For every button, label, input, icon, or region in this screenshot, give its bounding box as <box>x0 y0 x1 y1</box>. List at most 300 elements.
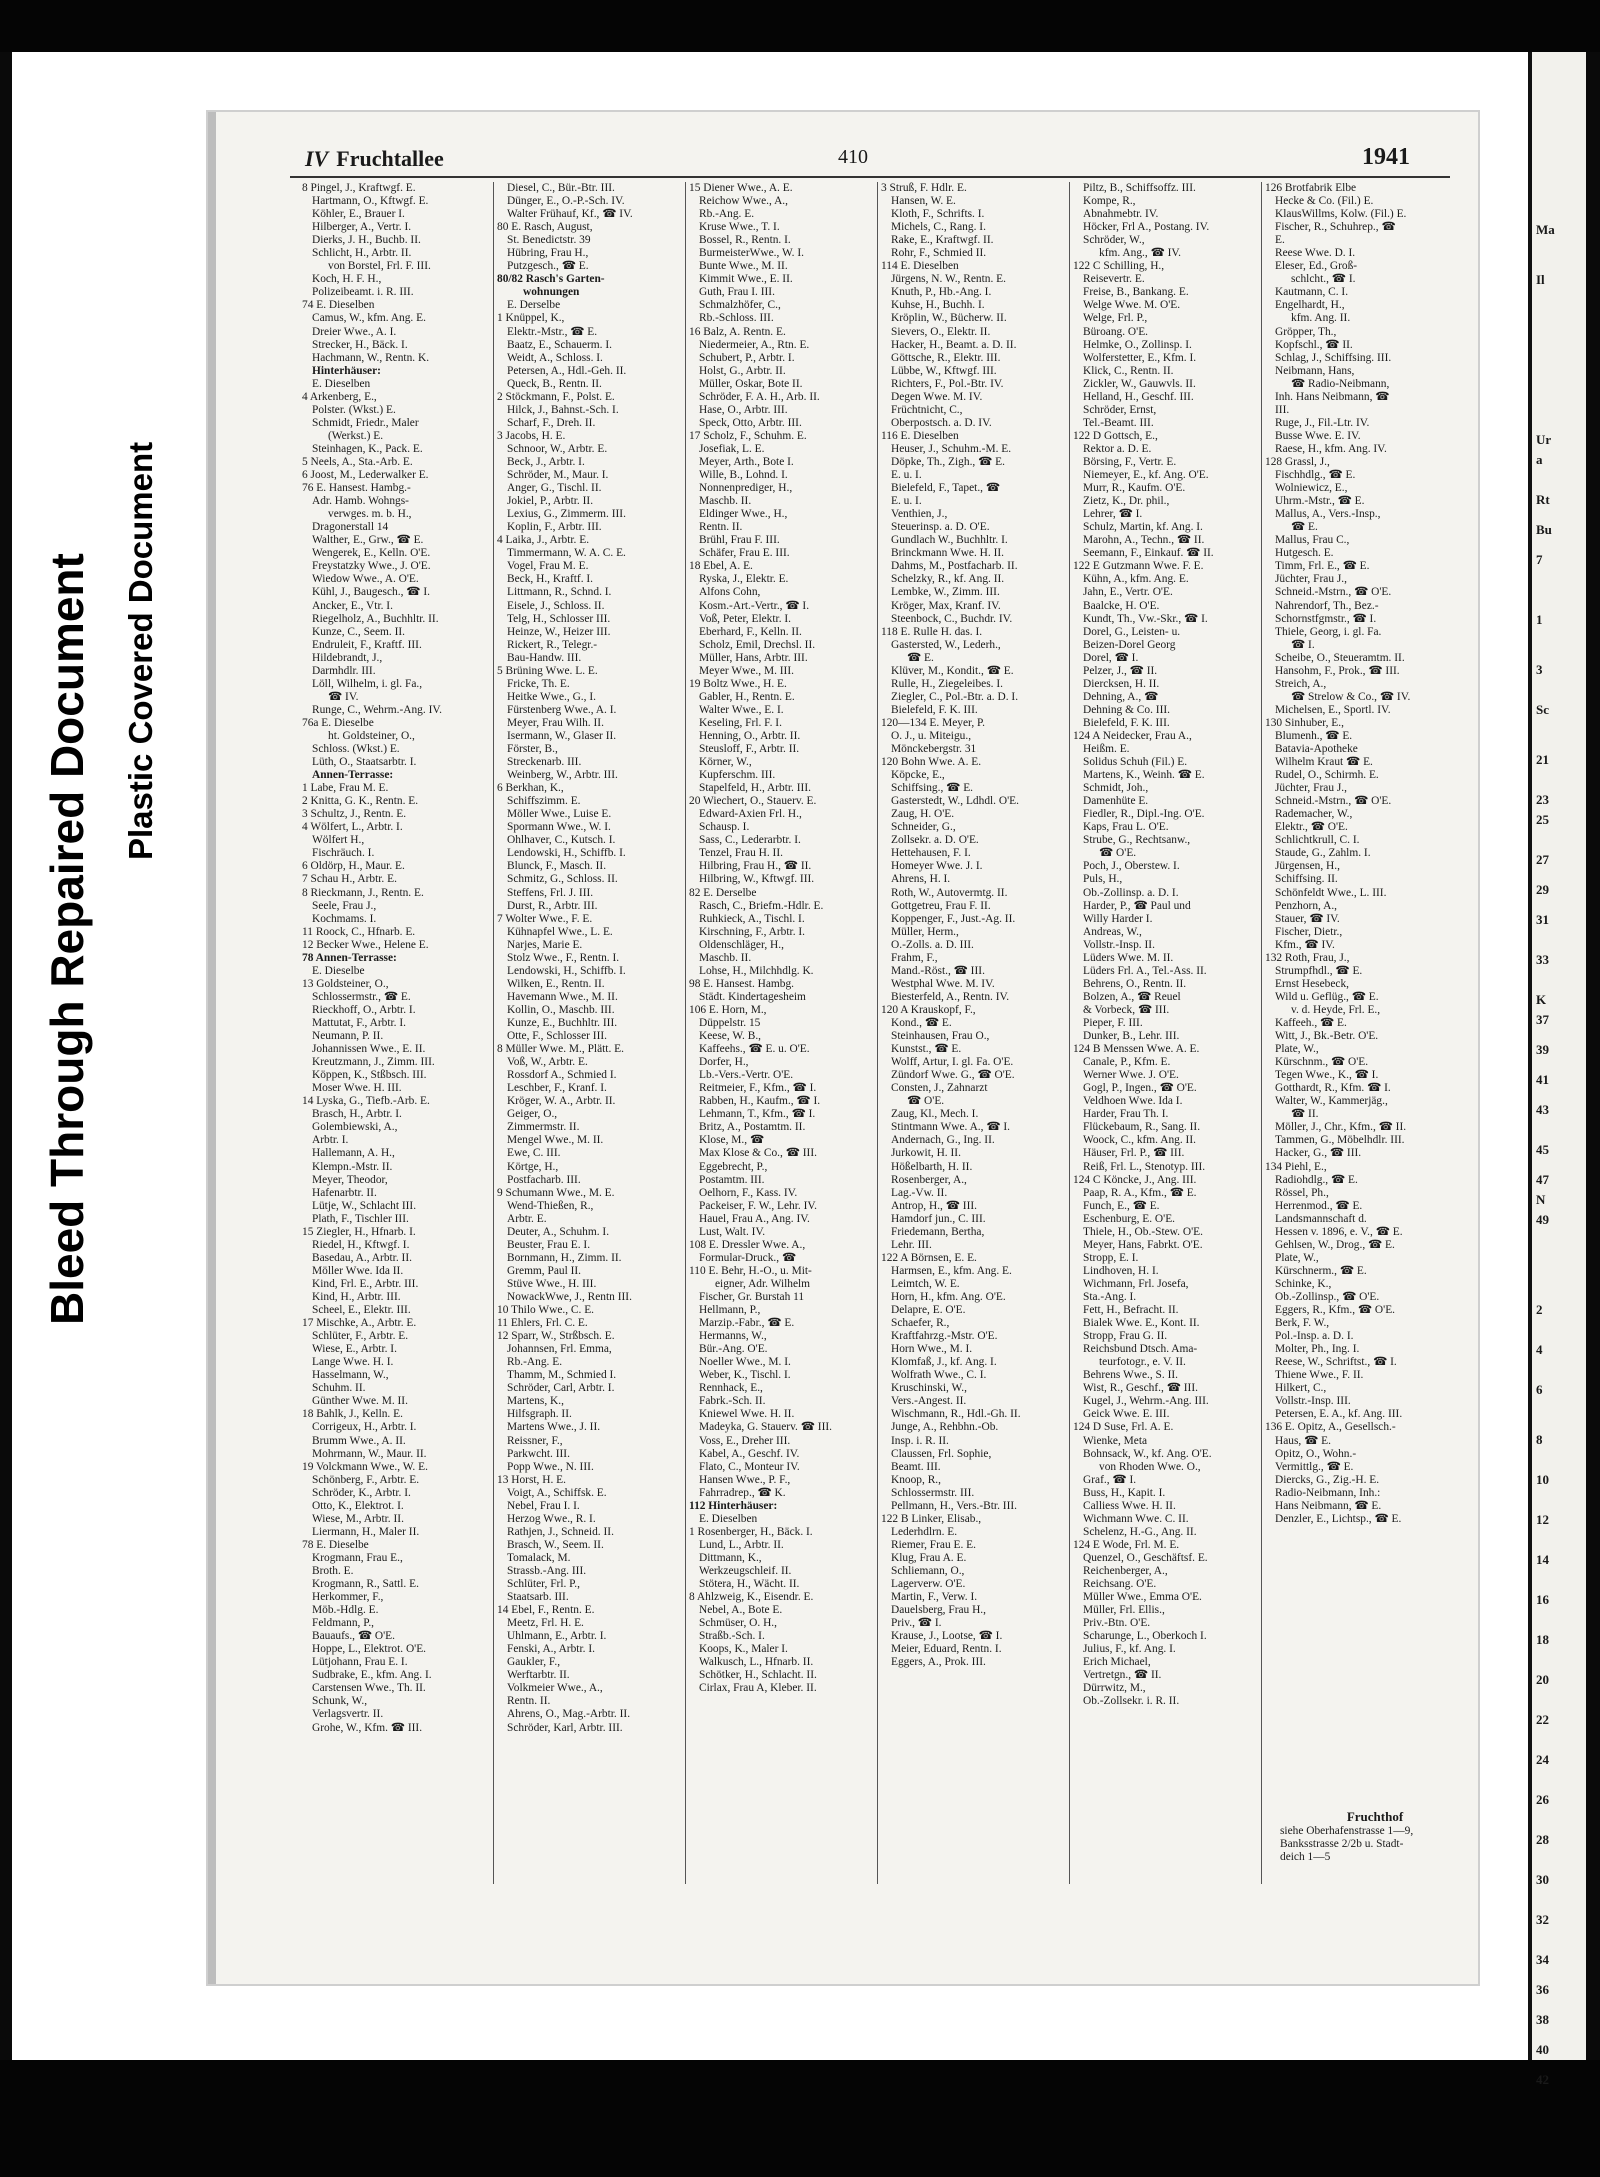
entry-line: Koppenger, F., Just.-Ag. II. <box>891 912 1016 925</box>
entry-line: Scharunge, L., Oberkoch I. <box>1083 1630 1207 1643</box>
entry-line: Annen-Terrasse: <box>312 769 394 782</box>
adjacent-page-fragment: 32 <box>1536 1912 1549 1927</box>
entry-line: Wend-Thießen, R., <box>507 1199 594 1212</box>
entry-line: Plath, F., Tischler III. <box>312 1212 409 1225</box>
entry-line: Bohnsack, W., kf. Ang. O'E. <box>1083 1447 1212 1460</box>
entry-line: Telg, H., Schlosser III. <box>507 612 611 625</box>
column-divider <box>493 182 494 1884</box>
entry-line: Schmüser, O. H., <box>699 1617 778 1630</box>
entry-line: Polster. (Wkst.) E. <box>312 403 396 416</box>
entry-line: Puls, H., <box>1083 873 1123 886</box>
entry-line: Jürgens, N. W., Rentn. E. <box>891 273 1006 286</box>
entry-line: Brumm Wwe., A. II. <box>312 1434 406 1447</box>
entry-line: Eberhard, F., Kelln. II. <box>699 625 802 638</box>
entry-line: Uhrm.-Mstr., ☎ E. <box>1275 495 1365 508</box>
adjacent-page-fragment: Ur <box>1536 432 1552 447</box>
entry-line: Klose, M., ☎ <box>699 1134 765 1147</box>
entry-line: Westphal Wwe. M. IV. <box>891 977 995 990</box>
entry-line: Welge, Frl. P., <box>1083 312 1148 325</box>
adjacent-page-fragment: 2 <box>1536 1302 1543 1317</box>
entry-line: Hauel, Frau A., Ang. IV. <box>699 1212 810 1225</box>
entry-line: Friedemann, Bertha, <box>891 1225 985 1238</box>
entry-line: E. Derselbe <box>507 299 561 312</box>
adjacent-page-fragment: 34 <box>1536 1952 1549 1967</box>
entry-line: Fischer, R., Schuhrep., ☎ <box>1275 221 1396 234</box>
page-edge-shadow <box>208 112 216 1984</box>
entry-line: Tomalack, M. <box>507 1551 571 1564</box>
entry-line: Postamtm. III. <box>699 1173 765 1186</box>
entry-line: Lüders Wwe. M. II. <box>1083 951 1174 964</box>
entry-line: Werkzeugschleif. II. <box>699 1564 792 1577</box>
entry-line: Kniewel Wwe. H. II. <box>699 1408 795 1421</box>
entry-line: Meyer, Theodor, <box>312 1173 388 1186</box>
entry-line: 76 E. Hansest. Hambg.- <box>302 482 411 495</box>
entry-line: Zietz, K., Dr. phil., <box>1083 495 1170 508</box>
entry-line: Schmidt, Friedr., Maler <box>312 416 419 429</box>
entry-line: Durst, R., Arbtr. III. <box>507 899 598 912</box>
entry-line: Lehrer, ☎ I. <box>1083 508 1143 521</box>
adjacent-page-fragment: Sc <box>1536 702 1549 717</box>
entry-line: Rickert, R., Telegr.- <box>507 638 598 651</box>
entry-line: Hase, O., Arbtr. III. <box>699 403 788 416</box>
entry-line: Guth, Frau I. III. <box>699 286 775 299</box>
entry-line: Geiger, O., <box>507 1108 558 1121</box>
adjacent-page-fragment: K <box>1536 992 1547 1007</box>
entry-line: Gremm, Paul II. <box>507 1264 582 1277</box>
entry-line: E. u. I. <box>891 495 922 508</box>
entry-line: Walter, W., Kammerjäg., <box>1275 1095 1388 1108</box>
column-divider <box>685 182 686 1884</box>
entry-line: Niemeyer, E., kf. Ang. O'E. <box>1083 469 1209 482</box>
entry-line: Steenbock, C., Buchdr. IV. <box>891 612 1013 625</box>
entry-line: Hasselmann, W., <box>312 1369 389 1382</box>
entry-line: Jahn, E., Vertr. O'E. <box>1083 586 1173 599</box>
entry-line: Rasch, C., Briefm.-Hdlr. E. <box>699 899 824 912</box>
entry-line: Bauaufs., ☎ O'E. <box>312 1630 395 1643</box>
entry-line: Eggers, A., Prok. III. <box>891 1656 986 1669</box>
entry-line: Kröplin, W., Bücherw. II. <box>891 312 1007 325</box>
entry-line: Bielefeld, F. K. III. <box>891 703 978 716</box>
entry-line: 78 Annen-Terrasse: <box>302 951 397 964</box>
entry-line: Marohn, A., Techn., ☎ II. <box>1083 534 1205 547</box>
entry-line: Vers.-Angest. II. <box>891 1395 967 1408</box>
scan-bottom-border <box>0 2060 1600 2177</box>
entry-line: Köpcke, E., <box>891 769 945 782</box>
entry-line: Stapelfeld, H., Arbtr. III. <box>699 782 811 795</box>
entry-line: Vollstr.-Insp. II. <box>1083 938 1155 951</box>
entry-line: 10 Thilo Wwe., C. E. <box>497 1304 595 1317</box>
entry-line: Voigt, A., Schiffsk. E. <box>507 1486 607 1499</box>
entry-line: 18 Ebel, A. E. <box>689 560 753 573</box>
entry-line: Dunker, B., Lehr. III. <box>1083 1030 1180 1043</box>
entry-line: 14 Ebel, F., Rentn. E. <box>497 1604 595 1617</box>
entry-line: Eggers, R., Kfm., ☎ O'E. <box>1275 1304 1396 1317</box>
entry-line: Lederhdlrn. E. <box>891 1525 958 1538</box>
entry-line: Pelzer, J., ☎ II. <box>1083 664 1158 677</box>
entry-line: Kind, H., Arbtr. III. <box>312 1290 401 1303</box>
entry-line: Müller, Frl. Ellis., <box>1083 1604 1165 1617</box>
entry-line: Hilkert, C., <box>1275 1382 1327 1395</box>
entry-line: von Rhoden Wwe. O., <box>1099 1460 1201 1473</box>
entry-line: Brasch, H., Arbtr. I. <box>312 1108 402 1121</box>
entry-line: Meyer, Frau Wilh. II. <box>507 716 604 729</box>
entry-line: Havemann Wwe., M. II. <box>507 990 618 1003</box>
entry-line: 15 Ziegler, H., Hfnarb. I. <box>302 1225 416 1238</box>
entry-line: Kürschnerm., ☎ E. <box>1275 1264 1367 1277</box>
entry-line: Corrigeux, H., Arbtr. I. <box>312 1421 417 1434</box>
entry-line: Hansen, W. E. <box>891 195 956 208</box>
entry-line: Consten, J., Zahnarzt <box>891 1082 988 1095</box>
entry-line: Riegelholz, A., Buchhltr. II. <box>312 612 439 625</box>
entry-line: 122 E Gutzmann Wwe. F. E. <box>1073 560 1204 573</box>
entry-line: Wölfert H., <box>312 834 365 847</box>
entry-line: Mohrmann, W., Maur. II. <box>312 1447 427 1460</box>
entry-line: Vogel, Frau M. E. <box>507 560 589 573</box>
entry-line: Venthien, J., <box>891 508 948 521</box>
entry-line: Strube, G., Rechtsanw., <box>1083 834 1191 847</box>
entry-line: Tel.-Beamt. III. <box>1083 416 1154 429</box>
entry-line: Gastersted, W., Lederh., <box>891 638 1001 651</box>
entry-line: Lund, L., Arbtr. II. <box>699 1538 784 1551</box>
entry-line: Walter Frühauf, Kf., ☎ IV. <box>507 208 633 221</box>
entry-line: 20 Wiechert, O., Stauerv. E. <box>689 795 817 808</box>
entry-line: Kabel, A., Geschf. IV. <box>699 1447 800 1460</box>
entry-line: Elektr.-Mstr., ☎ E. <box>507 325 598 338</box>
entry-line: Josefiak, L. E. <box>699 442 765 455</box>
entry-line: Speck, Otto, Arbtr. III. <box>699 416 802 429</box>
entry-line: Rektor a. D. E. <box>1083 442 1152 455</box>
entry-line: Klug, Frau A. E. <box>891 1551 967 1564</box>
entry-line: Lohse, H., Milchhdlg. K. <box>699 964 814 977</box>
entry-line: Max Klose & Co., ☎ III. <box>699 1147 817 1160</box>
entry-line: Isermann, W., Glaser II. <box>507 729 617 742</box>
entry-line: Pieper, F. III. <box>1083 1017 1143 1029</box>
entry-line: Kupferschm. III. <box>699 769 776 782</box>
fruchthof-line: Banksstrasse 2/2b u. Stadt- <box>1280 1838 1404 1850</box>
entry-line: Welge Wwe. M. O'E. <box>1083 299 1181 312</box>
entry-line: Schlüter, F., Arbtr. E. <box>312 1330 409 1343</box>
entry-line: Britz, A., Postamtm. II. <box>699 1121 806 1134</box>
adjacent-page-fragment: 23 <box>1536 792 1549 807</box>
entry-line: Basedau, A., Arbtr. II. <box>312 1251 412 1264</box>
entry-line: Postfacharb. III. <box>507 1173 581 1186</box>
entry-line: ht. Goldsteiner, O., <box>328 729 415 742</box>
entry-line: ☎ IV. <box>328 690 359 703</box>
entry-line: Kühn, A., kfm. Ang. E. <box>1083 573 1189 586</box>
entry-line: 11 Roock, C., Hfnarb. E. <box>302 925 416 938</box>
entry-line: Eggebrecht, P., <box>699 1160 768 1173</box>
entry-line: Göttsche, R., Elektr. III. <box>891 351 1001 364</box>
entry-line: Rb.-Ang. E. <box>699 208 755 221</box>
entry-line: Vermittlg., ☎ E. <box>1275 1460 1354 1473</box>
entry-line: Packeiser, F. W., Lehr. IV. <box>699 1199 818 1212</box>
entry-line: Delapre, E. O'E. <box>891 1304 966 1317</box>
entry-line: Fürstenberg Wwe., A. I. <box>507 703 617 716</box>
entry-line: Schlüter, Frl. P., <box>507 1578 580 1591</box>
entry-line: 124 A Neidecker, Frau A., <box>1073 729 1192 742</box>
entry-line: Grohe, W., Kfm. ☎ III. <box>312 1721 423 1734</box>
adjacent-page-fragment: 41 <box>1536 1072 1549 1087</box>
entry-line: 6 Oldörp, H., Maur. E. <box>302 860 405 873</box>
entry-line: Schröder, W., <box>1083 234 1145 247</box>
entry-line: Polizeibeamt. i. R. III. <box>312 286 414 299</box>
entry-line: Herzog Wwe., R. I. <box>507 1512 596 1525</box>
entry-line: Edward-Axien Frl. H., <box>699 808 802 821</box>
entry-line: Steusloff, F., Arbtr. II. <box>699 743 800 756</box>
entry-line: Wolff, Artur, I. gl. Fa. O'E. <box>891 1056 1014 1069</box>
entry-line: Rentn. II. <box>507 1695 551 1708</box>
entry-line: Reese, W., Schriftst., ☎ I. <box>1275 1356 1397 1369</box>
entry-line: Kind, Frl. E., Arbtr. III. <box>312 1277 419 1290</box>
entry-line: Bunte Wwe., M. II. <box>699 260 788 273</box>
entry-line: Zündorf Wwe. G., ☎ O'E. <box>891 1069 1015 1082</box>
fruchthof-line: siehe Oberhafenstrasse 1—9, <box>1280 1825 1414 1837</box>
entry-line: Hans Neibmann, ☎ E. <box>1275 1499 1382 1512</box>
entry-line: 78 E. Dieselbe <box>302 1538 369 1551</box>
entry-line: Stötera, H., Wächt. II. <box>699 1578 800 1591</box>
entry-line: Schliemann, O., <box>891 1564 965 1577</box>
entry-line: Dehning, A., ☎ <box>1083 690 1159 703</box>
adjacent-page-fragment: 28 <box>1536 1832 1549 1847</box>
entry-line: Michels, C., Rang. I. <box>891 221 986 234</box>
entry-line: Antrop, H., ☎ III. <box>891 1199 977 1212</box>
fruchthof-note <box>1280 1810 1470 1864</box>
entry-line: Roth, W., Autovermtg. II. <box>891 886 1008 899</box>
entry-line: Tammen, G., Möbelhdlr. III. <box>1275 1134 1405 1147</box>
entry-line: Carstensen Wwe., Th. II. <box>312 1682 426 1695</box>
entry-line: 1 Labe, Frau M. E. <box>302 782 389 795</box>
entry-line: O.-Zolls. a. D. III. <box>891 938 974 951</box>
entry-line: Schiffszimm. E. <box>507 795 581 808</box>
entry-line: Lüders Frl. A., Tel.-Ass. II. <box>1083 964 1207 977</box>
entry-line: 106 E. Horn, M., <box>689 1003 767 1016</box>
entry-line: 4 Laika, J., Arbtr. E. <box>497 534 590 547</box>
entry-line: Plate, W., <box>1275 1043 1319 1056</box>
entry-line: Thiene Wwe., F. II. <box>1275 1369 1364 1382</box>
entry-line: Wengerek, E., Kelln. O'E. <box>312 547 431 560</box>
entry-line: Darmhdlr. III. <box>312 664 376 677</box>
entry-line: Priv.-Btn. O'E. <box>1083 1617 1151 1630</box>
entry-line: Löll, Wilhelm, i. gl. Fa., <box>312 677 423 690</box>
entry-line: Kröger, W. A., Arbtr. II. <box>507 1095 616 1108</box>
entry-line: Baatz, E., Schauerm. I. <box>507 338 613 351</box>
entry-line: Stolz Wwe., F., Rentn. I. <box>507 951 620 964</box>
entry-line: Werftarbtr. II. <box>507 1669 570 1682</box>
entry-line: Quenzel, O., Geschäftsf. E. <box>1083 1551 1208 1564</box>
entry-line: 18 Bahlk, J., Kelln. E. <box>302 1408 403 1421</box>
directory-column-2 <box>497 182 683 1882</box>
adjacent-page-fragment: 49 <box>1536 1212 1549 1227</box>
entry-line: Jürgensen, H., <box>1275 860 1340 873</box>
entry-line: Andreas, W., <box>1083 925 1142 938</box>
entry-line: Fett, H., Befracht. II. <box>1083 1304 1179 1317</box>
entry-line: Busse Wwe. E. IV. <box>1275 429 1361 442</box>
entry-line: Heißm. E. <box>1083 743 1130 756</box>
entry-line: Voss, E., Dreher III. <box>699 1434 791 1447</box>
entry-line: Wild u. Geflüg., ☎ E. <box>1275 990 1379 1003</box>
entry-line: Knoop, R., <box>891 1473 941 1486</box>
entry-line: Bielefeld, F. K. III. <box>1083 716 1170 729</box>
column-divider <box>877 182 878 1884</box>
entry-line: Otto, K., Elektrot. I. <box>312 1499 404 1512</box>
entry-line: Hübring, Frau H., <box>507 247 589 260</box>
entry-line: Funch, E., ☎ E. <box>1083 1199 1160 1212</box>
entry-line: Beck, J., Arbtr. I. <box>507 455 585 468</box>
entry-line: Deuter, A., Schuhm. I. <box>507 1225 610 1238</box>
entry-line: Keseling, Frl. F. I. <box>699 716 782 729</box>
entry-line: Gröpper, Th., <box>1275 325 1337 338</box>
entry-line: Behrens, O., Rentn. II. <box>1083 977 1187 990</box>
entry-line: Hilfsgraph. II. <box>507 1408 572 1421</box>
adjacent-page-fragment: a <box>1536 452 1543 467</box>
entry-line: Steffens, Frl. J. III. <box>507 886 594 899</box>
entry-line: 3 Schultz, J., Rentn. E. <box>302 808 407 821</box>
entry-line: Gabler, H., Rentn. E. <box>699 690 795 703</box>
entry-line: Bolzen, A., ☎ Reuel <box>1083 990 1181 1003</box>
entry-line: Heinze, W., Heizer III. <box>507 625 611 638</box>
entry-line: Lange Wwe. H. I. <box>312 1356 394 1369</box>
entry-line: Lübbe, W., Kftwgf. III. <box>891 364 997 377</box>
entry-line: Kaffeeh., ☎ E. <box>1275 1017 1347 1029</box>
entry-line: Wolfrath Wwe., C. I. <box>891 1369 987 1382</box>
entry-line: Piltz, B., Schiffsoffz. III. <box>1083 182 1196 194</box>
entry-line: Abnahmebtr. IV. <box>1083 208 1159 221</box>
entry-line: 8 Pingel, J., Kraftwgf. E. <box>302 182 416 194</box>
entry-line: 9 Schumann Wwe., M. E. <box>497 1186 615 1199</box>
entry-line: Michelsen, E., Sportl. IV. <box>1275 703 1391 716</box>
entry-line: Schornstfgmstr., ☎ I. <box>1275 612 1377 625</box>
entry-line: Rb.-Ang. E. <box>507 1356 563 1369</box>
entry-line: Wienke, Meta <box>1083 1434 1148 1447</box>
entry-line: Hellmann, P., <box>699 1304 761 1317</box>
entry-line: Kunze, C., Seem. II. <box>312 625 405 638</box>
entry-line: 80/82 Rasch's Garten- <box>497 273 605 286</box>
entry-line: Paap, R. A., Kfm., ☎ E. <box>1083 1186 1197 1199</box>
entry-line: 76a E. Dieselbe <box>302 716 374 729</box>
entry-line: Lüth, O., Staatsarbtr. I. <box>312 756 417 769</box>
entry-line: Herkommer, F., <box>312 1591 384 1604</box>
entry-line: Hartmann, O., Kftwgf. E. <box>312 195 429 208</box>
adjacent-page-fragment: 45 <box>1536 1142 1549 1157</box>
entry-line: Büroang. O'E. <box>1083 325 1149 338</box>
entry-line: Andernach, G., Ing. II. <box>891 1134 995 1147</box>
entry-line: Hermanns, W., <box>699 1330 767 1343</box>
entry-line: Hessen v. 1896, e. V., ☎ E. <box>1275 1225 1403 1238</box>
entry-line: Insp. i. R. II. <box>891 1434 949 1447</box>
entry-line: 7 Wolter Wwe., F. E. <box>497 912 593 925</box>
adjacent-page-fragment: 37 <box>1536 1012 1549 1027</box>
adjacent-page-fragment: 26 <box>1536 1792 1549 1807</box>
entry-line: Ahrens, O., Mag.-Arbtr. II. <box>507 1708 631 1721</box>
adjacent-page-fragment: 14 <box>1536 1552 1549 1567</box>
entry-line: E. Dieselben <box>699 1512 758 1525</box>
entry-line: Fabrk.-Sch. II. <box>699 1395 766 1408</box>
entry-line: Sass, C., Lederarbtr. I. <box>699 834 801 847</box>
entry-line: Golembiewski, A., <box>312 1121 398 1134</box>
entry-line: Koops, K., Maler I. <box>699 1643 788 1656</box>
entry-line: Klomfaß, J., kf. Ang. I. <box>891 1356 997 1369</box>
entry-line: Sievers, O., Elektr. II. <box>891 325 991 338</box>
entry-line: Dorfer, H., <box>699 1056 749 1069</box>
adjacent-page-fragment: 38 <box>1536 2012 1549 2027</box>
adjacent-page-fragment: 25 <box>1536 812 1549 827</box>
entry-line: Ewe, C. III. <box>507 1147 561 1160</box>
entry-line: 122 B Linker, Elisab., <box>881 1512 982 1525</box>
entry-line: 122 D Gottsch, E., <box>1073 429 1158 442</box>
entry-line: Broth. E. <box>312 1564 354 1577</box>
entry-line: Homeyer Wwe. J. I. <box>891 860 983 873</box>
entry-line: 82 E. Derselbe <box>689 886 757 899</box>
entry-line: Kreutzmann, J., Zimm. III. <box>312 1056 435 1069</box>
column-divider <box>1261 182 1262 1884</box>
entry-line: 124 B Menssen Wwe. A. E. <box>1073 1043 1200 1056</box>
entry-line: Witt, J., Bk.-Betr. O'E. <box>1275 1030 1379 1043</box>
entry-line: Marzip.-Fabr., ☎ E. <box>699 1317 795 1330</box>
entry-line: Lehr. III. <box>891 1238 932 1251</box>
entry-line: Schelenz, H.-G., Ang. II. <box>1083 1525 1197 1538</box>
entry-line: Scheibe, O., Steueramtm. II. <box>1275 651 1405 664</box>
entry-line: 12 Sparr, W., Strßbsch. E. <box>497 1330 615 1343</box>
entry-line: 12 Becker Wwe., Helene E. <box>302 938 429 951</box>
entry-line: Feldmann, P., <box>312 1617 375 1630</box>
entry-line: Reichenberger, A., <box>1083 1564 1168 1577</box>
entry-line: Ahrens, H. I. <box>891 873 951 886</box>
entry-line: Dragonerstall 14 <box>312 521 389 534</box>
directory-column-5 <box>1073 182 1259 1882</box>
entry-line: Penzhorn, A., <box>1275 899 1338 912</box>
entry-line: Dittmann, K., <box>699 1551 762 1564</box>
entry-line: Klick, C., Rentn. II. <box>1083 364 1174 377</box>
entry-line: Koch, H. F. H., <box>312 273 382 286</box>
entry-line: ☎ Strelow & Co., ☎ IV. <box>1291 690 1411 703</box>
entry-line: Schröder, M., Maur. I. <box>507 469 609 482</box>
entry-line: Klempn.-Mstr. II. <box>312 1160 393 1173</box>
entry-line: Werner Wwe. J. O'E. <box>1083 1069 1179 1082</box>
entry-line: Endruleit, F., Kraftf. III. <box>312 638 422 651</box>
entry-line: Parkwcht. III. <box>507 1447 570 1460</box>
entry-line: Schönfeldt Wwe., L. III. <box>1275 886 1387 899</box>
entry-line: Müller Wwe., Emma O'E. <box>1083 1591 1202 1604</box>
entry-line: Müller, Hans, Arbtr. III. <box>699 651 808 664</box>
entry-line: 3 Jacobs, H. E. <box>497 429 566 442</box>
entry-line: Schröder, Karl, Arbtr. III. <box>507 1721 623 1734</box>
entry-line: Kollin, O., Maschb. III. <box>507 1003 615 1016</box>
entry-line: ☎ E. <box>1291 521 1318 534</box>
entry-line: Lust, Walt. IV. <box>699 1225 766 1238</box>
entry-line: Otte, F., Schlosser III. <box>507 1030 608 1043</box>
entry-line: Kaps, Frau L. O'E. <box>1083 821 1169 834</box>
entry-line: Opitz, O., Wohn.- <box>1275 1447 1357 1460</box>
entry-line: 5 Neels, A., Sta.-Arb. E. <box>302 455 413 468</box>
column-divider <box>1069 182 1070 1884</box>
entry-line: Dünger, E., O.-P.-Sch. IV. <box>507 195 625 208</box>
entry-line: 136 E. Opitz, A., Gesellsch.- <box>1265 1421 1396 1434</box>
entry-line: 19 Volckmann Wwe., W. E. <box>302 1460 428 1473</box>
entry-line: Lag.-Vw. II. <box>891 1186 948 1199</box>
entry-line: Uhlmann, E., Arbtr. I. <box>507 1630 607 1643</box>
entry-line: 128 Grassl, J., <box>1265 455 1330 468</box>
entry-line: 4 Wölfert, L., Arbtr. I. <box>302 821 403 834</box>
entry-line: Möller, J., Chr., Kfm., ☎ II. <box>1275 1121 1407 1134</box>
adjacent-page-fragment: 1 <box>1536 612 1543 627</box>
entry-line: Weidt, A., Schloss. I. <box>507 351 603 364</box>
entry-line: Willy Harder I. <box>1083 912 1153 925</box>
entry-line: Kürschnm., ☎ O'E. <box>1275 1056 1369 1069</box>
entry-line: Raese, H., kfm. Ang. IV. <box>1275 442 1387 455</box>
entry-line: Klüver, M., Kondit., ☎ E. <box>891 664 1014 677</box>
entry-line: Lendowski, H., Schiffb. I. <box>507 964 626 977</box>
entry-line: KlausWillms, Kolw. (Fil.) E. <box>1275 208 1407 221</box>
